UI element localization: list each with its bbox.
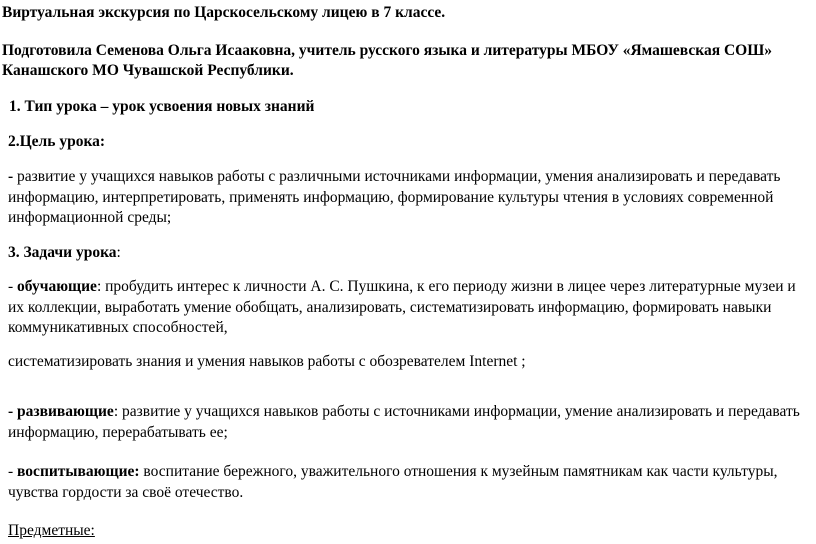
developing-task-line-1: - развивающие: развитие у учащихся навыков работы с источниками информации, умение анализировать и передавать xyxy=(8,403,800,420)
internet-skills-line: систематизировать знания и умения навыков работы с обозревателем Internet ; xyxy=(8,353,526,370)
goal-line-3: информационной среды; xyxy=(8,209,172,226)
goal-line-1: - развитие у учащихся навыков работы с различными источниками информации, умения анализировать и передавать xyxy=(8,168,781,185)
teaching-task-line-2: их коллекции, выработать умение обобщать, анализировать, систематизировать информацию, формировать навыки xyxy=(8,299,772,316)
author-line-1: Подготовила Семенова Ольга Исааковна, учитель русского языка и литературы МБОУ «Ямашевская СОШ» xyxy=(2,42,772,59)
teaching-task-line-3: коммуникативных способностей, xyxy=(8,319,228,336)
upbringing-task-line-2: чувства гордости за своё отечество. xyxy=(8,484,244,501)
subject-results-heading: Предметные: xyxy=(8,522,95,539)
document-title: Виртуальная экскурсия по Царскосельскому лицею в 7 классе. xyxy=(2,4,446,21)
lesson-type: 1. Тип урока – урок усвоения новых знаний xyxy=(9,98,315,115)
upbringing-task-line-1: - воспитывающие: воспитание бережного, уважительного отношения к музейным памятникам как части культуры, xyxy=(8,463,778,480)
author-line-2: Канашского МО Чувашской Республики. xyxy=(2,62,294,79)
goal-line-2: информацию, интерпретировать, применять информацию, формирование культуры чтения в условиях современной xyxy=(8,189,774,206)
goal-heading: 2.Цель урока: xyxy=(8,133,106,150)
teaching-task-line-1: - обучающие: пробудить интерес к личности А. С. Пушкина, к его периоду жизни в лицее через литературные музеи и xyxy=(8,278,796,295)
tasks-heading: 3. Задачи урока: xyxy=(8,244,121,261)
developing-task-line-2: информацию, перерабатывать ее; xyxy=(8,424,228,441)
